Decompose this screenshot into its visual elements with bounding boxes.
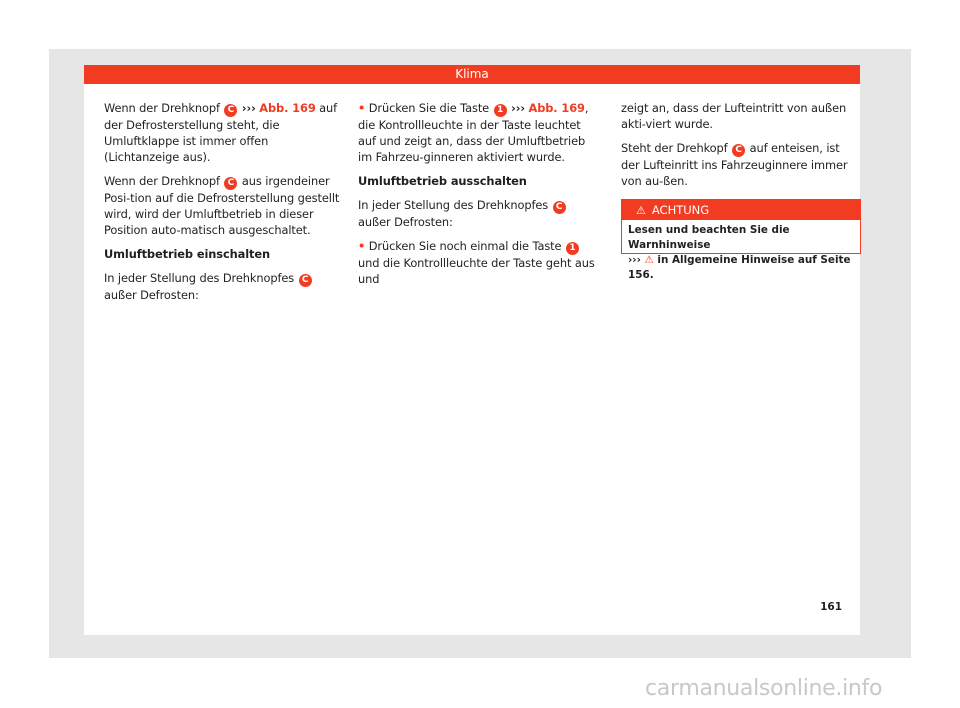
section-header	[84, 65, 860, 84]
paragraph: In jeder Stellung des Drehknopfes C außer Defrosten:	[104, 270, 344, 303]
bullet-item: • Drücken Sie die Taste 1 ››› Abb. 169, die Kontrollleuchte in der Taste leuchtet auf und zeigt an, dass der Umluftbetrieb im Fahrzeu-ginneren aktiviert wurde.	[358, 101, 589, 164]
knob-c-marker: C	[224, 177, 237, 190]
arrows-glyph: ›››	[241, 101, 256, 115]
warning-header	[622, 200, 860, 220]
knob-c-marker: C	[732, 144, 745, 157]
subheading: Umluftbetrieb ausschalten	[358, 174, 527, 188]
knob-c-marker: C	[224, 104, 237, 117]
paragraph: Steht der Drehkopf C auf enteisen, ist der Lufteinritt ins Fahrzeuginnere immer von au-ßen.	[621, 141, 848, 188]
manual-page	[84, 65, 860, 635]
figure-link[interactable]: Abb. 169	[259, 101, 316, 115]
paragraph: Wenn der Drehknopf C aus irgendeiner Posi-tion auf die Defrosterstellung gestellt wird, wird der Umluftbetrieb in dieser Position auto-matisch ausgeschaltet.	[104, 174, 340, 237]
warning-text: Lesen und beachten Sie die Warnhinweise ››› ⚠ in Allgemeine Hinweise auf Seite 156.	[628, 224, 851, 281]
bullet-icon: •	[358, 239, 366, 253]
text-column-1	[104, 100, 344, 311]
warning-title: ACHTUNG	[651, 203, 710, 217]
arrows-glyph: ›››	[511, 101, 525, 115]
text-column-3	[621, 100, 861, 197]
bullet-item: • Drücken Sie noch einmal die Taste 1 und die Kontrollleuchte der Taste geht aus und	[358, 239, 595, 286]
button-1-marker: 1	[494, 104, 507, 117]
section-title: Klima	[455, 67, 489, 81]
paragraph: Wenn der Drehknopf C ››› Abb. 169 auf der Defrosterstellung steht, die Umluftklappe ist immer offen (Lichtanzeige aus).	[104, 101, 338, 164]
warning-triangle-icon: ⚠	[644, 254, 654, 266]
bullet-icon: •	[358, 101, 366, 115]
page-number: 161	[820, 601, 842, 613]
paragraph: In jeder Stellung des Drehknopfes C außer Defrosten:	[358, 197, 598, 230]
knob-c-marker: C	[299, 274, 312, 287]
subheading: Umluftbetrieb einschalten	[104, 247, 270, 261]
button-1-marker: 1	[566, 242, 579, 255]
knob-c-marker: C	[553, 201, 566, 214]
text-column-2	[358, 100, 598, 295]
arrows-glyph: ›››	[628, 254, 641, 266]
warning-box	[621, 199, 861, 281]
figure-link[interactable]: Abb. 169	[528, 101, 585, 115]
warning-link[interactable]: in Allgemeine Hinweise auf Seite 156.	[628, 254, 851, 281]
warning-triangle-icon: ⚠	[636, 204, 646, 217]
paragraph: zeigt an, dass der Lufteintritt von außen akti-viert wurde.	[621, 101, 847, 131]
watermark: carmanualsonline.info	[645, 676, 883, 701]
